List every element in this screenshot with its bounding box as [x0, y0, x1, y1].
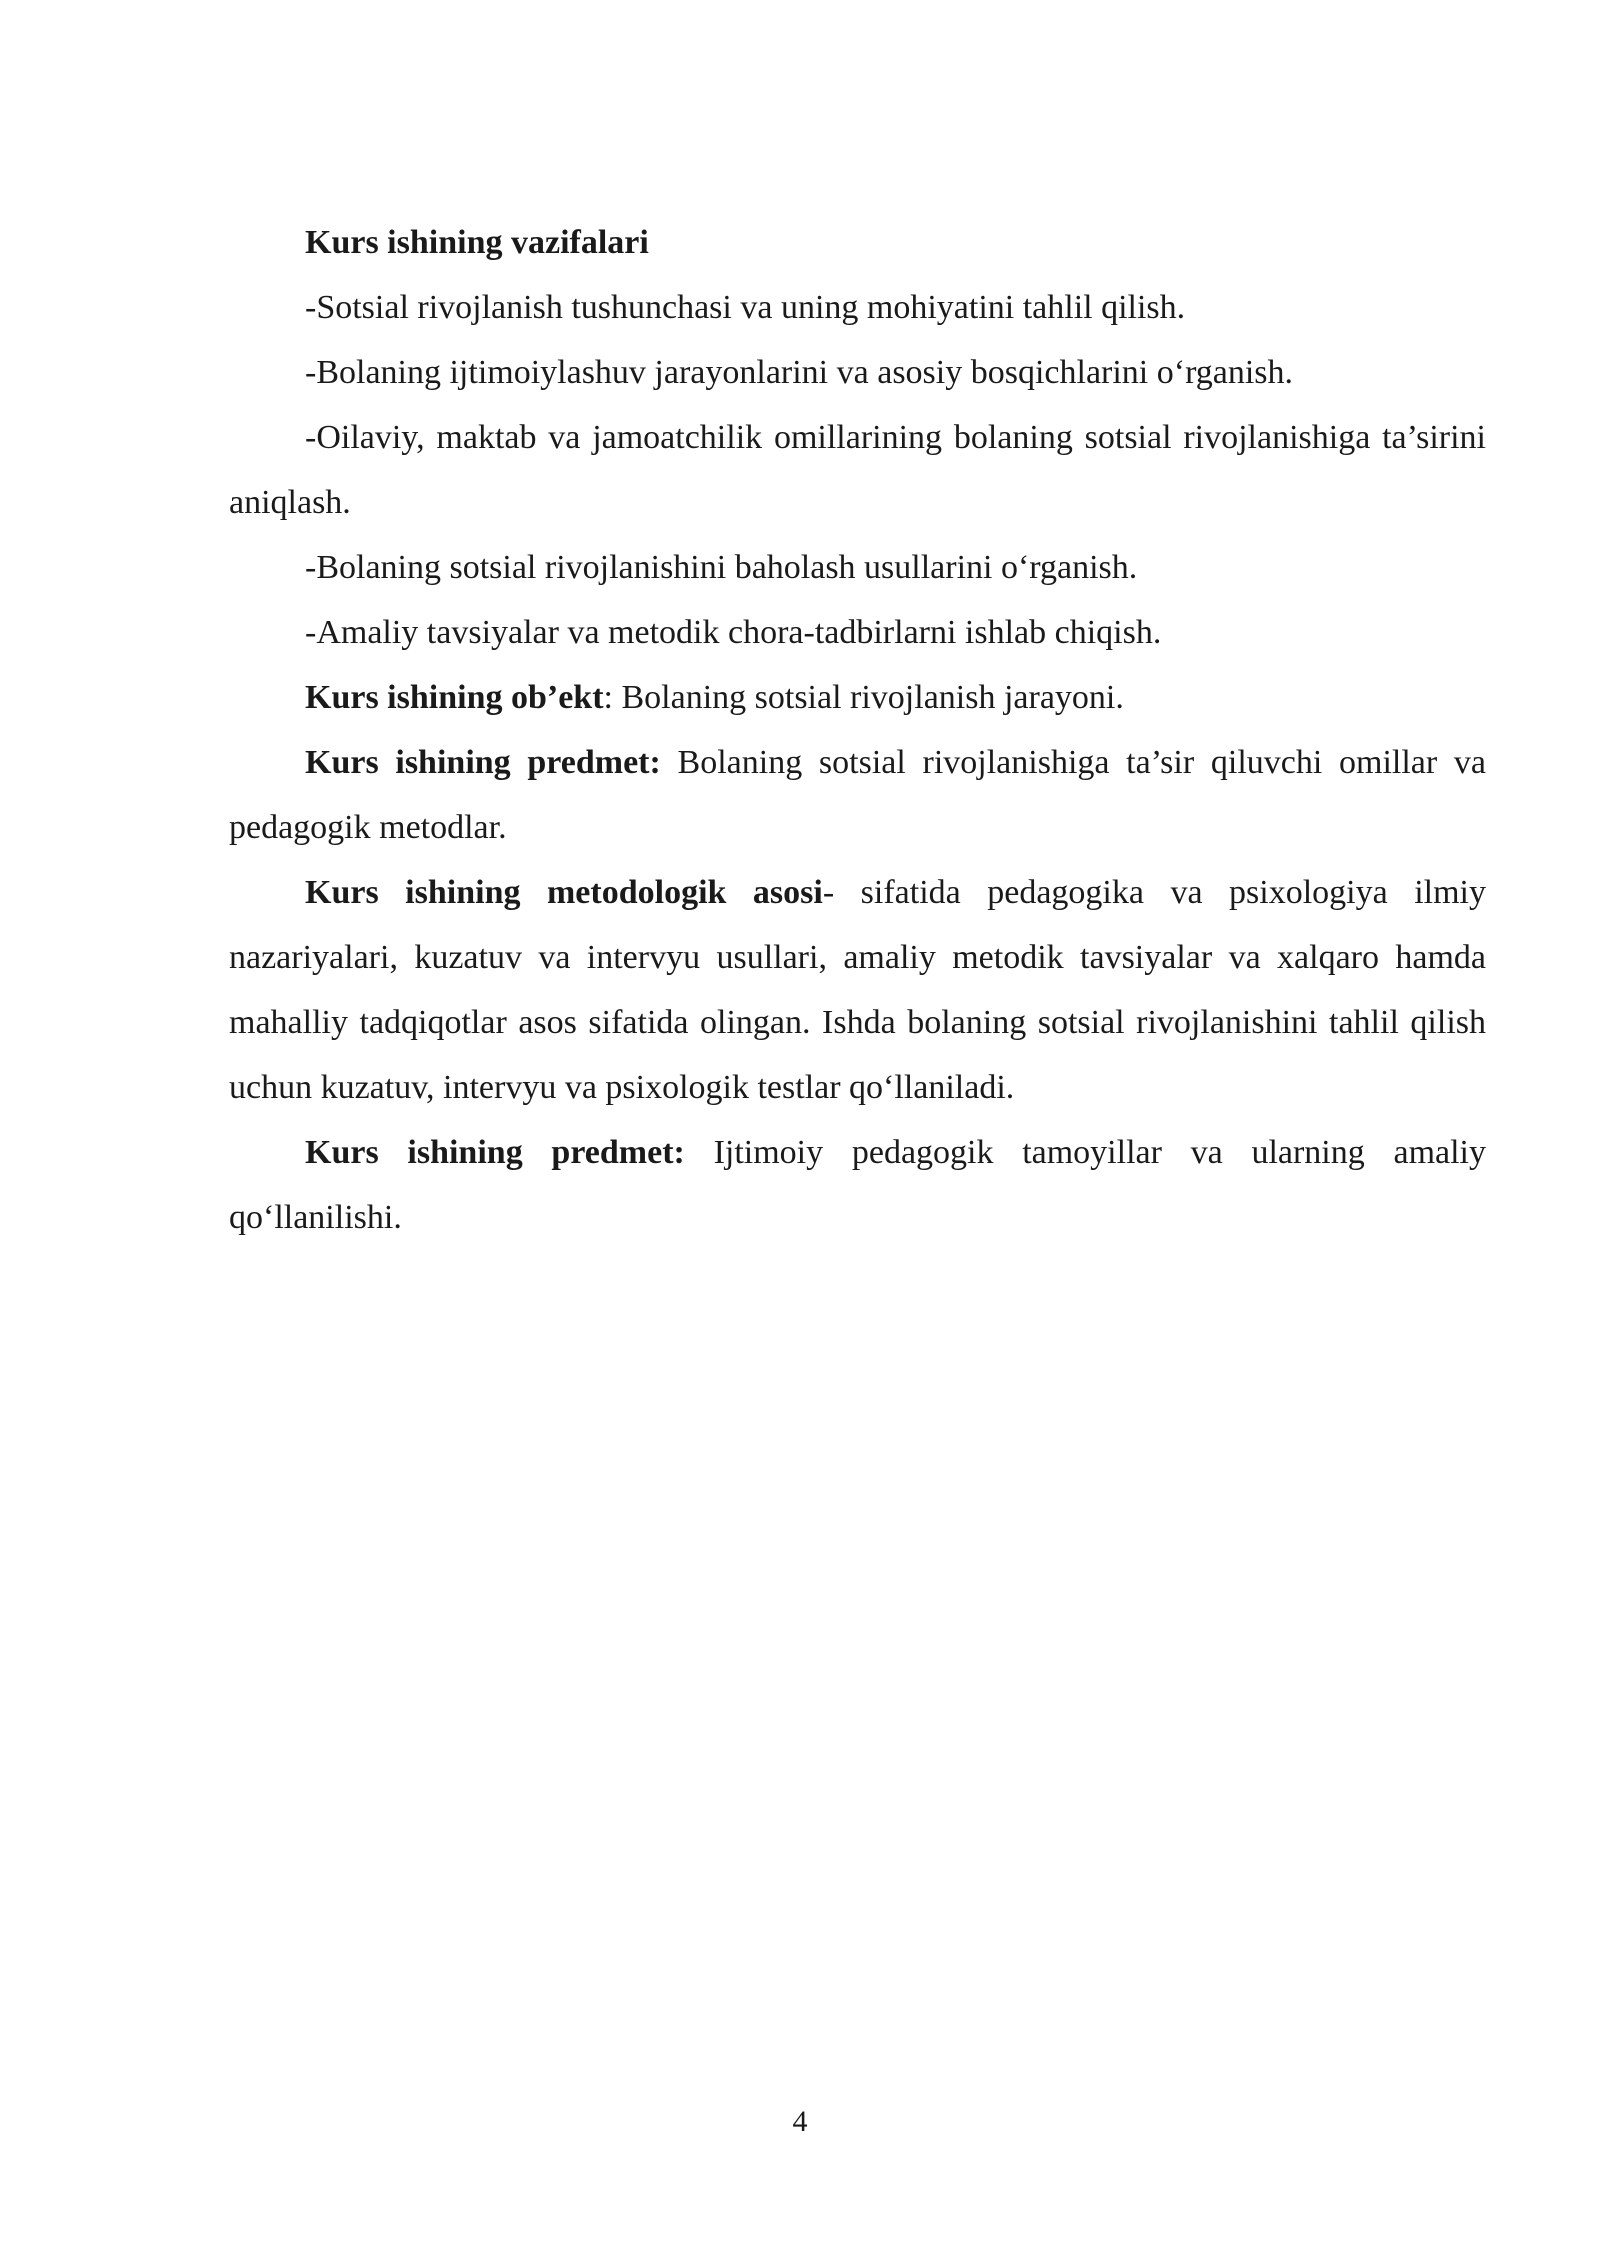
methodology-text: - sifatida pedagogika va psixologiya ilmiy nazariyalari, kuzatuv va intervyu usullari, amaliy metodik tavsiyalar va xalqaro hamda mahalliy tadqiqotlar asos sifatida olingan. Ishda bolaning sotsial rivojlanishini tahlil qilish uchun kuzatuv, intervyu va psixologik testlar qo‘llaniladi. — [229, 874, 1486, 1106]
subject-paragraph-2 — [229, 1120, 1486, 1250]
heading-text: Kurs ishining vazifalari — [305, 224, 649, 261]
object-label: Kurs ishining ob’ekt — [305, 679, 604, 716]
methodology-paragraph — [229, 860, 1486, 1120]
task-item: -Amaliy tavsiyalar va metodik chora-tadbirlarni ishlab chiqish. — [305, 614, 1162, 651]
subject-text-2: Ijtimoiy pedagogik tamoyillar va ularning amaliy qo‘llanilishi. — [229, 1134, 1486, 1236]
task-item: -Oilaviy, maktab va jamoatchilik omillarining bolaning sotsial rivojlanishiga ta’sirini aniqlash. — [229, 419, 1486, 521]
object-paragraph — [229, 665, 1486, 730]
task-item: -Bolaning ijtimoiylashuv jarayonlarini va asosiy bosqichlarini o‘rganish. — [305, 354, 1294, 391]
methodology-label: Kurs ishining metodologik asosi — [305, 874, 823, 911]
section-heading — [229, 210, 1486, 275]
task-item: -Sotsial rivojlanish tushunchasi va uning mohiyatini tahlil qilish. — [305, 289, 1186, 326]
subject-label-2: Kurs ishining predmet: — [305, 1134, 685, 1171]
task-item: -Bolaning sotsial rivojlanishini baholash usullarini o‘rganish. — [305, 549, 1138, 586]
subject-paragraph — [229, 730, 1486, 860]
page-number: 4 — [792, 2105, 808, 2138]
page-content — [229, 210, 1486, 1250]
subject-text: Bolaning sotsial rivojlanishiga ta’sir qiluvchi omillar va pedagogik metodlar. — [229, 744, 1487, 846]
object-text: : Bolaning sotsial rivojlanish jarayoni. — [603, 679, 1124, 716]
subject-label: Kurs ishining predmet: — [305, 744, 661, 781]
